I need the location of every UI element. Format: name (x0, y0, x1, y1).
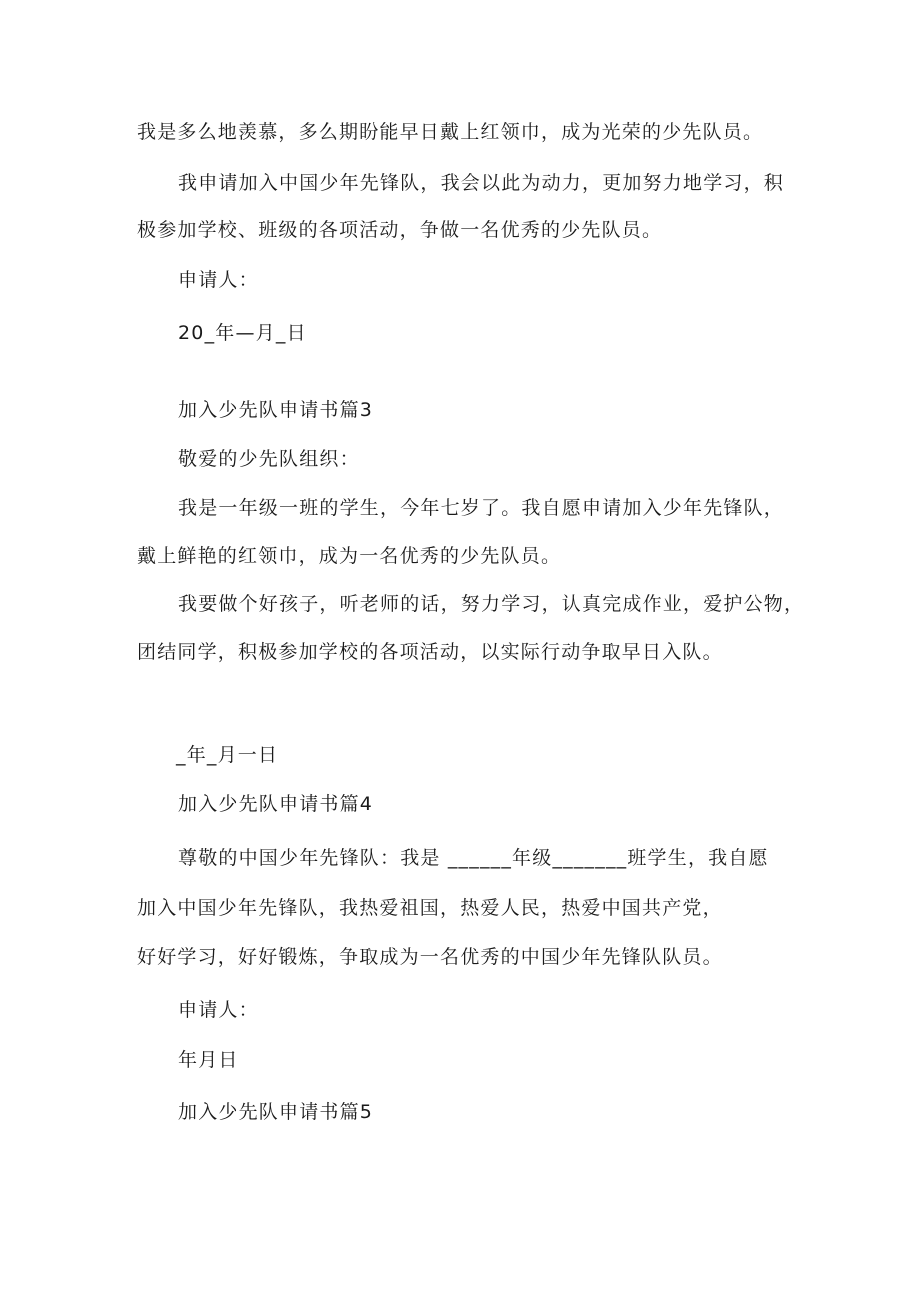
salutation: 敬爱的少先队组织： (178, 448, 360, 470)
section-heading: 加入少先队申请书篇5 (178, 1101, 374, 1123)
applicant-label: 申请人： (178, 269, 259, 291)
paragraph-line: 好好学习，好好锻炼，争取成为一名优秀的中国少年先锋队队员。 (137, 946, 723, 968)
applicant-label: 申请人： (178, 999, 259, 1021)
date-line: _年_月一日 (176, 744, 279, 766)
date-line: 20_年—月_日 (178, 322, 307, 344)
paragraph-line: 我申请加入中国少年先锋队，我会以此为动力，更加努力地学习，积 (178, 172, 785, 194)
paragraph-line: 尊敬的中国少年先锋队：我是 ______年级_______班学生，我自愿 (178, 847, 769, 869)
paragraph-line: 加入中国少年先锋队，我热爱祖国，热爱人民，热爱中国共产党， (137, 897, 723, 919)
paragraph-line: 戴上鲜艳的红领巾，成为一名优秀的少先队员。 (137, 545, 562, 567)
paragraph-line: 我是多么地羡慕，多么期盼能早日戴上红领巾，成为光荣的少先队员。 (137, 121, 764, 143)
section-heading: 加入少先队申请书篇3 (178, 399, 374, 421)
date-line: 年月日 (178, 1049, 239, 1071)
paragraph-line: 团结同学，积极参加学校的各项活动，以实际行动争取早日入队。 (137, 641, 723, 663)
section-heading: 加入少先队申请书篇4 (178, 793, 374, 815)
paragraph-line: 极参加学校、班级的各项活动，争做一名优秀的少先队员。 (137, 219, 663, 241)
paragraph-line: 我要做个好孩子，听老师的话，努力学习，认真完成作业，爱护公物， (178, 593, 805, 615)
paragraph-line: 我是一年级一班的学生，今年七岁了。我自愿申请加入少年先锋队， (178, 497, 785, 519)
